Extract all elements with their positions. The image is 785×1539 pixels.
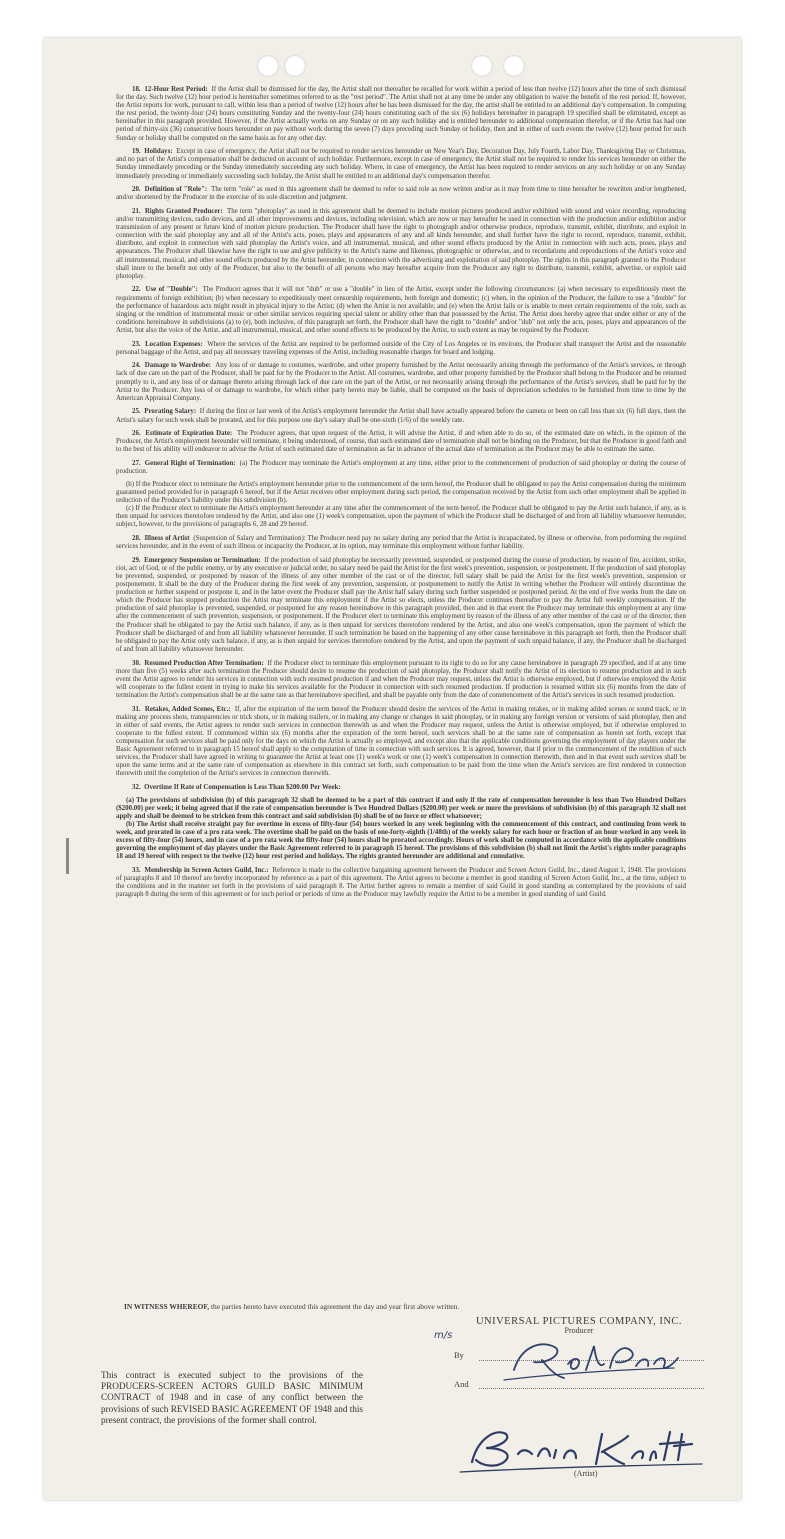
clause-number: 24. — [132, 362, 141, 370]
clause-number: 26. — [132, 430, 141, 438]
clause-heading: Overtime If Rate of Compensation is Less Than $200.00 Per Week: — [144, 784, 341, 792]
clause-18 — [116, 86, 686, 143]
clause-text: (Suspension of Salary and Termination): The Producer need pay no salary during any period that the Artist is incapacitated, by illness or otherwise, from performing the required services hereunder, and in the event of such illness or incapacity the Producer, at its option, may terminate this employment without further liability. — [116, 535, 686, 551]
punch-hole — [503, 55, 525, 77]
clause-text: If the Producer elect to terminate this employment pursuant to its right to do so for any cause hereinabove in paragraph 29 specified, and if at any time more than five (5) weeks after such termination the Producer should desire to resume the production of said photoplay, the Producer shall notify the Artist of its election to resume production and in such event the Artist agrees to render his services in connection with such resumed production if and when the Producer may request, unless the Artist is otherwise employed, but if otherwise employed the Artist will cooperate to the fullest extent in trying to make his services available for the Producer in connection with such resumed production. If production is resumed within six (6) months from the date of termination the Artist's compensation shall be at the same rate as that hereinabove specified, and shall be payable only from the date of commencement of the Artist's services in such resumed production. — [116, 659, 686, 699]
clause-subdivision: (b) If the Producer elect to terminate the Artist's employment hereunder prior to the commencement of the term hereof, the Producer shall be obligated to pay the Artist compensation during the minimum guaranteed period provided for in paragraph 6 hereof, but if the Artist receives other employment during such period, the compensation received by the Artist from such other employment shall be applied in reduction of the Producer's liability under this subdivision (b). — [116, 480, 686, 505]
clause-text: Where the services of the Artist are required to be performed outside of the City of Los Angeles or its environs, the Producer shall transport the Artist and the reasonable personal baggage of the Artist, and pay all necessary traveling expenses of the Artist, including reasonable charges for board and lodging. — [116, 340, 687, 356]
clause-number: 32. — [132, 784, 141, 792]
clause-subdivision: (b) The Artist shall receive straight pay for overtime in excess of fifty-four (54) hours worked in any week beginning with the commencement of this contract, and continuing from week to week, and prorated in case of a pro rata week. The overtime shall be paid on the basis of one-forty-eighth (1/48th) of the weekly salary for each hour or fraction of an hour worked in any week in excess of fifty-four (54) hours, and in case of a pro rata week the fifty-four (54) hours shall be prorated accordingly. Hours of work shall be computed in accordance with the applicable conditions governing the employment of day players under the Basic Agreement referred to in paragraph 15 hereof. The provisions of this subdivision (b) shall not limit the Artist's rights under paragraphs 18 and 19 hereof with respect to the twelve (12) hour rest period and holidays. The rights granted hereunder are additional and cumulative. — [116, 821, 686, 861]
clause-19 — [116, 148, 686, 180]
clause-heading: Emergency Suspension or Termination: — [144, 556, 261, 564]
clause-number: 33. — [132, 867, 141, 875]
clause-29 — [116, 557, 686, 654]
clause-heading: Definition of "Role": — [144, 186, 208, 194]
artist-label: (Artist) — [574, 1469, 598, 1478]
clause-heading: Holidays: — [144, 148, 173, 156]
staple-mark — [65, 838, 71, 874]
initials-mark: m/s — [434, 1330, 453, 1341]
punch-hole — [284, 55, 306, 77]
and-signature-line — [479, 1388, 704, 1389]
contract-note: This contract is executed subject to the provisions of the PRODUCERS-SCREEN ACTORS GUILD BASIC MINIMUM CONTRACT of 1948 and in case of any conflict between the provisions of such REVISED BASIC AGREEMENT OF 1948 and this present contract, the provisions of the former shall control. — [101, 1370, 363, 1425]
producer-label: Producer — [564, 1326, 594, 1335]
clause-23 — [116, 341, 686, 357]
clause-heading: Estimate of Expiration Date: — [145, 430, 233, 438]
clause-text: The Producer agrees that it will not "dub" or use a "double" in lieu of the Artist, except under the following circumstances: (a) when necessary to expeditiously meet the requirements of foreign exhibition; (b) when necessary to expeditiously meet censorship requirements, both foreign and domestic; (c) when, in the opinion of the Producer, the failure to use a "double" for the performance of hazardous acts might result in physical injury to the Artist; (d) when the Artist is not available; and (e) when the Artist fails or is unable to meet certain requirements of the role, such as singing or the rendition of instrumental music or other similar services requiring special talent or ability other than that possessed by the Artist. The Artist does hereby agree that under either or any of the conditions hereinabove in subdivisions (a) to (e), both inclusive, of this paragraph set forth, the Producer shall have the right to "double" and/or "dub" not only the acts, poses, plays and appearances of the Artist, but also the voice of the Artist, and all instrumental, musical, and other sound effects to be produced by the Artist, to such extent as may be required by the Producer. — [116, 286, 686, 334]
witness-lead: IN WITNESS WHEREOF, — [124, 1302, 210, 1311]
clause-subdivision: (c) If the Producer elect to terminate the Artist's employment hereunder at any time after the commencement of the term hereof, the Producer shall be obligated to pay the Artist such balance, if any, as is then unpaid for services theretofore rendered by the Artist, and also one (1) week's compensation, upon the payment of which the Producer shall be discharged of and from all liability whatsoever hereunder, subject, however, to the provisions of paragraphs 6, 28 and 29 hereof. — [116, 505, 686, 529]
clause-21 — [116, 208, 686, 281]
clause-text: If the production of said photoplay be necessarily prevented, suspended, or postponed during the course of production, by reason of fire, accident, strike, riot, act of God, or of the public enemy, or by any executive or judicial order, no salary need be paid the Artist for the first week's prevention, suspension, or postponement. If the production of said photoplay be prevented, suspended, or postponed by reason of the illness of any other member of the cast or of the director, full salary shall be paid the Artist for the first week's prevention, suspension or postponement. It shall be the duty of the Producer during the first week of any prevention, suspension, or postponement to notify the Artist in writing whether the Producer will entirely discontinue the production or further suspend or postpone it, and in the latter event the Producer shall pay the Artist half salary during such further suspended or postponed period. At the end of five weeks from the date on which the Producer has stopped production the Artist may terminate this employment if the Artist so elects, unless the Producer continues thereafter to pay the Artist full weekly compensation. If the production of said photoplay is prevented, suspended, or postponed for any reason hereinabove in this paragraph provided, then and in that event the Producer may terminate this employment at any time after the commencement of such prevention, suspension, or postponement. If the Producer elect to terminate this employment by reason of the illness of any other member of the cast or of the director, then the Producer shall be obligated to pay the Artist such balance, if any, as is then unpaid for services theretofore rendered by the Artist, and also one week's compensation, upon the payment of which the Producer shall be discharged of and from all liability whatsoever hereunder. If such termination be based on the happening of any other cause hereinabove in this paragraph set forth, then the Producer shall be obligated to pay the Artist only such balance, if any, as is then unpaid for services theretofore rendered by the Artist, and upon the payment of such unpaid balance, if any, the Producer shall be discharged of and from all liability whatsoever hereunder. — [116, 556, 687, 653]
clause-number: 28. — [132, 535, 141, 543]
by-label: By — [454, 1350, 464, 1360]
clause-text: (a) The Producer may terminate the Artist's employment at any time, either prior to the commencement of production of said photoplay or during the course of production. — [116, 460, 686, 476]
clause-31 — [116, 706, 686, 779]
clause-heading: Resumed Production After Termination: — [144, 659, 264, 667]
company-name: UNIVERSAL PICTURES COMPANY, INC. — [475, 1316, 683, 1327]
clause-text: Any loss of or damage to costumes, wardrobe, and other property furnished by the Artist necessarily arising through the performance of the Artist's services, or through lack of due care on the part of the Producer, shall be paid for by the Producer to the Artist. All costumes, wardrobe, and other property furnished by the Producer shall belong to the Producer and be returned promptly to it, and any loss of or damage thereto arising through lack of due care on the part of the Artist, or not necessarily arising through the performance of the Artist's services, shall be paid for by the Artist to the Producer. Any loss of or damage to wardrobe, for which either party hereto may be liable, shall be computed on the basis of depreciation schedules to be furnished from time to time by the American Appraisal Company. — [116, 362, 686, 402]
artist-signature — [452, 1420, 712, 1476]
clause-26 — [116, 430, 686, 454]
clause-number: 23. — [132, 340, 141, 348]
clause-22 — [116, 286, 686, 335]
clause-heading: Rights Granted Producer: — [144, 208, 223, 215]
witness-text: the parties hereto have executed this agreement the day and year first above written. — [210, 1302, 460, 1311]
clause-heading: Location Expenses: — [145, 340, 203, 348]
clause-number: 22. — [132, 286, 141, 294]
and-label: And — [454, 1379, 469, 1389]
clause-24 — [116, 362, 686, 402]
clause-text: If during the first or last week of the Artist's employment hereunder the Artist shall have actually appeared before the camera or been on call less than six (6) full days, then the Artist's salary for such week shall be prorated, and for this purpose one day's salary shall be one-sixth (1/6) of the weekly rate. — [116, 408, 686, 424]
clause-text: The Producer agrees, that upon request of the Artist, it will advise the Artist, if and when able to do so, of the estimated date on which, in the opinion of the Producer, the Artist's employment hereunder will terminate, it being understood, of course, that such estimated date of termination shall not be binding on the Producer, but that the Producer in good faith and to the best of his ability will endeavor to advise the Artist of such estimated date of termination as far in advance of the actual date of termination as the Producer may be able to estimate the same. — [116, 430, 687, 454]
clause-text: If, after the expiration of the term hereof the Producer should desire the services of the Artist in making retakes, or in making added scenes or sound track, or in making any process shots, transparencies or trick shots, or in making trailers, or in making any change or changes in said photoplay, or in making any foreign version or versions of said photoplay, then and in either of said events, the Artist agrees to render such services in connection therewith as and when the Producer may request, unless the Artist is otherwise employed, but if otherwise employed to cooperate to the fullest extent. If commenced within six (6) months after the expiration of the term hereof, such services shall be at the same rate of compensation as herein set forth, except that compensation for such services shall be paid only for the days on which the Artist is actually so employed, and except also that the applicable conditions governing the employment of day players under the Basic Agreement referred to in paragraph 15 hereof shall apply to the computation of time in connection with such services. It is agreed, however, that if prior to the commencement of the rendition of such services, the Producer shall have agreed in writing to guarantee the Artist at least one (1) week's work or one (1) week's compensation in connection therewith, then and in that event such services shall be upon the same terms and at the same rate of compensation as elsewhere in this contract set forth, such compensation to be paid from the time when the Artist's services are first rendered in connection therewith until the completion of the Artist's services in connection therewith. — [116, 705, 686, 778]
clause-20 — [116, 186, 686, 202]
clause-text: If the Artist shall be dismissed for the day, the Artist shall not thereafter be recalled for work within a period of less than twelve (12) hours after the time of such dismissal for the day. Such twelve (12) hour period is hereinafter sometimes referred to as the "rest period". The Artist shall not at any time be under any obligation to waive the benefit of the rest period. If, however, the Artist reports for work, pursuant to call, within less than a period of twelve (12) hours after he has been dismissed for the day, the artist shall be entitled to an additional day's compensation. In computing the rest period, the twenty-four (24) hours constituting Sunday and the twenty-four (24) hours constituting each of the six (6) holidays hereinafter in paragraph 19 specified shall be eliminated, except as hereinafter in this paragraph provided. However, if the Artist actually works on any Sunday or on any such holiday and is entitled hereunder to additional compensation therefor, or if the Artist has had one period of thirty-six (36) consecutive hours hereunder on pay without work during the seven (7) days preceding such Sunday or holiday, then and in either of such events the twelve (12) hour period for such Sunday or holiday shall be computed on the same basis as for any other day. — [116, 86, 687, 142]
clause-number: 20. — [132, 186, 141, 194]
clause-heading: Damage to Wardrobe: — [144, 362, 212, 370]
clause-number: 30. — [132, 659, 141, 667]
clause-heading: Retakes, Added Scenes, Etc.: — [144, 705, 231, 713]
producer-signature — [464, 1334, 694, 1384]
clause-27 — [116, 460, 686, 476]
clause-number: 18. — [132, 86, 141, 93]
clause-subdivision: (a) The provisions of subdivision (b) of this paragraph 32 shall be deemed to be a part of this contract if and only if the rate of compensation hereunder is less than Two Hundred Dollars ($200.00) per week; it being agreed that if the rate of compensation hereunder is Two Hundred Dollars ($200.00) per week or more the provisions of subdivision (b) of this paragraph 32 shall not apply and shall be deemed to be stricken from this contract and said subdivision (b) shall be of no force or effect whatsoever; — [116, 796, 686, 820]
contract-clauses — [116, 86, 686, 905]
punch-hole — [471, 55, 493, 77]
clause-text: The term "role" as used in this agreement shall be deemed to refer to said role as now written and/or as it may from time to time hereafter be rewritten and/or lengthened, and/or shortened by the Producer in the exercise of its sole discretion and judgment. — [116, 186, 686, 202]
punch-hole — [257, 55, 279, 77]
clause-heading: Membership in Screen Actors Guild, Inc.: — [144, 867, 269, 875]
clause-heading: General Right of Termination: — [144, 460, 236, 468]
clause-number: 31. — [132, 705, 141, 713]
clause-25 — [116, 408, 686, 424]
clause-32 — [116, 784, 686, 792]
clause-text: Reference is made to the collective bargaining agreement between the Producer and Screen Actors Guild, Inc., dated August 1, 1948. The provisions of paragraphs 8 and 10 thereof are hereby incorporated by reference as a part of this agreement. The Artist agrees to become a member in good standing of Screen Actors Guild, Inc., at the time, subject to the conditions and in the manner set forth in the provisions of said paragraph 8. The Artist further agrees to remain a member of said Guild in good standing as contemplated by the provisions of said paragraph 8 during the term of this agreement or for such period or periods of time as the Producer may lawfully require the Artist to be a member in good standing of said Guild. — [116, 867, 687, 899]
clause-number: 19. — [132, 148, 141, 156]
clause-number: 27. — [132, 460, 141, 468]
clause-heading: Illness of Artist — [144, 535, 190, 543]
clause-text: The term "photoplay" as used in this agreement shall be deemed to include motion pictures produced and/or exhibited with sound and voice recording, reproducing and/or transmitting devices, radio devices, and all other improvements and devices, including television, which are now or may hereafter be used in connection with the production and/or exhibition and/or transmission of any present or future kind of motion picture production. The Producer shall have the right to photograph and/or otherwise produce, reproduce, transmit, exhibit, distribute, and exploit in connection with the said photoplay any and all of the Artist's acts, poses, plays and appearances of any and all kinds hereunder, and shall further have the right to record, reproduce, transmit, exhibit, distribute, and exploit in connection with said photoplay the Artist's voice, and all instrumental, musical, and other sound effects produced by the Artist in connection with such acts, poses, plays and appearances. The Producer shall likewise have the right to use and give publicity to the Artist's name and likeness, photographic or otherwise, and to recordations and reproductions of the Artist's voice and all instrumental, musical, and other sound effects produced by the Artist hereunder, in connection with the advertising and exploitation of said photoplay. The rights in this paragraph granted to the Producer shall inure to the benefit not only of the Producer, but also to the benefit of all persons who may hereafter acquire from the Producer any right to distribute, transmit, exhibit, advertise, or exploit said photoplay. — [116, 208, 686, 280]
clause-28 — [116, 535, 686, 551]
signature-block — [434, 1316, 714, 1478]
contract-page — [44, 38, 741, 1500]
clause-heading: 12-Hour Rest Period: — [144, 86, 208, 93]
clause-heading: Use of "Double": — [145, 286, 198, 294]
clause-number: 29. — [132, 556, 141, 564]
clause-30 — [116, 660, 686, 700]
clause-text: Except in case of emergency, the Artist shall not be required to render services hereunder on New Year's Day, Decoration Day, July Fourth, Labor Day, Thanksgiving Day or Christmas, and no part of the Artist's compensation shall be deducted on account of such holiday. Furthermore, except in case of emergency, the Artist shall not be required to render his services hereunder on either the Sunday immediately preceding or the Sunday immediately succeeding any such holiday. Where, in case of emergency, the Artist has been required to render services on any such holiday or on any Sunday immediately preceding or immediately succeeding such holiday, the Artist shall be entitled to an additional day's compensation therefor. — [116, 148, 686, 180]
clause-33 — [116, 867, 686, 899]
clause-heading: Prorating Salary: — [144, 408, 197, 416]
clause-number: 21. — [132, 208, 141, 215]
clause-number: 25. — [132, 408, 141, 416]
witness-statement — [124, 1302, 459, 1311]
